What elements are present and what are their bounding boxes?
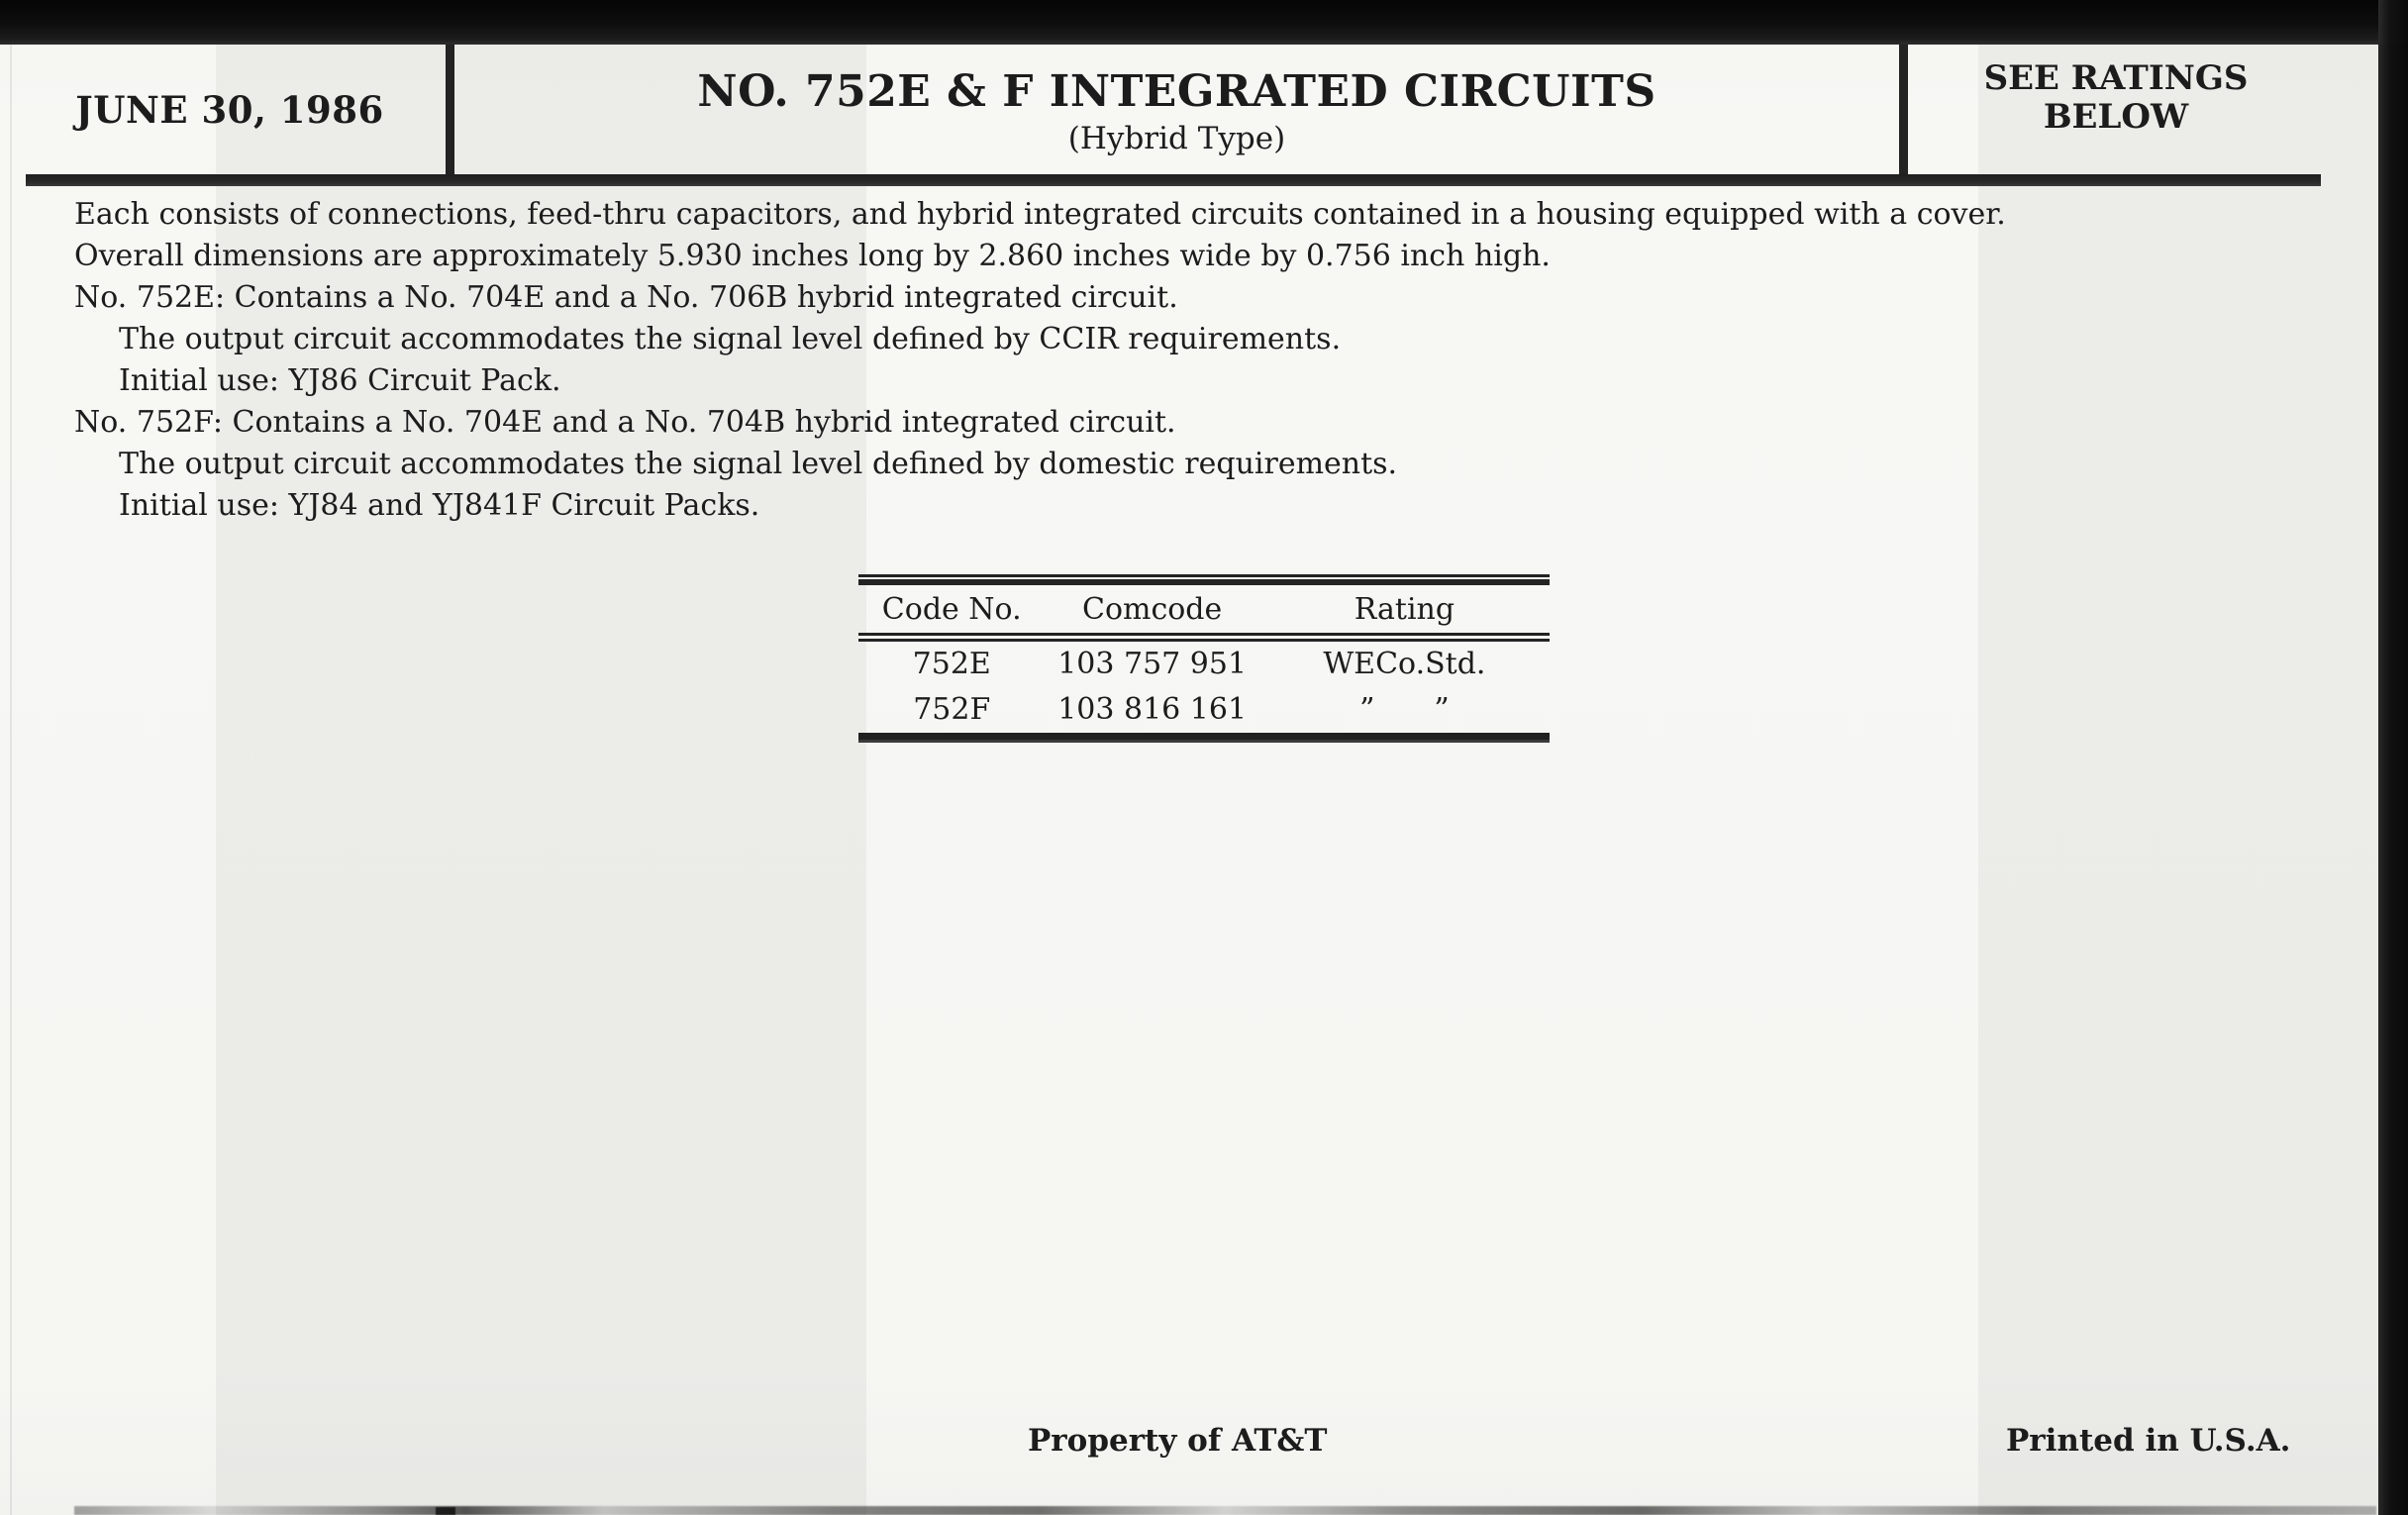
table-rule-top (858, 574, 1550, 585)
table-header-row (858, 585, 1550, 633)
document-title: NO. 752E & F INTEGRATED CIRCUITS (697, 66, 1656, 117)
issue-date-label: JUNE 30, 1986 (75, 87, 384, 132)
cell-rating-ditto: ” ” (1359, 691, 1450, 727)
cell-code-no: 752F (913, 691, 991, 727)
header-rule (26, 174, 2321, 186)
body-line: No. 752E: Contains a No. 704E and a No. 706B hybrid integrated circuit. (74, 280, 1178, 315)
cell-comcode: 103 816 161 (1057, 691, 1248, 727)
table-row (858, 642, 1550, 685)
scan-bottom-smudge (74, 1506, 2376, 1515)
card-left-edge (10, 45, 12, 1515)
table-rule-bottom (858, 733, 1550, 743)
issue-date (14, 45, 446, 174)
scan-top-edge (0, 0, 2408, 45)
body-line: No. 752F: Contains a No. 704E and a No. 704B hybrid integrated circuit. (74, 405, 1176, 440)
ratings-note: SEE RATINGS BELOW (1983, 58, 2249, 137)
table-rule-header (858, 633, 1550, 642)
table-header-code-no: Code No. (881, 591, 1022, 627)
header-divider-right (1899, 45, 1908, 174)
table-row (858, 685, 1550, 733)
cell-comcode: 103 757 951 (1057, 646, 1248, 681)
cell-rating: WECo.Std. (1323, 646, 1486, 681)
ratings-note-box (1908, 45, 2324, 174)
body-line: Initial use: YJ84 and YJ841F Circuit Packs. (119, 488, 760, 523)
body-line: The output circuit accommodates the signal level defined by domestic requirements. (119, 447, 1398, 481)
ratings-table (858, 574, 1550, 743)
body-line: Initial use: YJ86 Circuit Pack. (119, 363, 561, 398)
body-line: Each consists of connections, feed-thru capacitors, and hybrid integrated circuits contained in a housing equipped with a cover. (74, 197, 2006, 232)
cell-code-no: 752E (912, 646, 991, 681)
scan-bottom-blob (436, 1507, 455, 1515)
description-text (74, 194, 2154, 527)
document-subtitle: (Hybrid Type) (1067, 121, 1286, 156)
body-line: The output circuit accommodates the signal level defined by CCIR requirements. (119, 322, 1342, 356)
table-header-rating: Rating (1354, 591, 1455, 627)
body-line: Overall dimensions are approximately 5.930 inches long by 2.860 inches wide by 0.756 inch high. (74, 239, 1551, 273)
title-box (454, 45, 1899, 174)
footer-property-notice: Property of AT&T (1028, 1423, 1328, 1459)
table-header-comcode: Comcode (1081, 591, 1223, 627)
footer-printed-notice: Printed in U.S.A. (2006, 1423, 2291, 1459)
header-divider-left (446, 45, 454, 174)
